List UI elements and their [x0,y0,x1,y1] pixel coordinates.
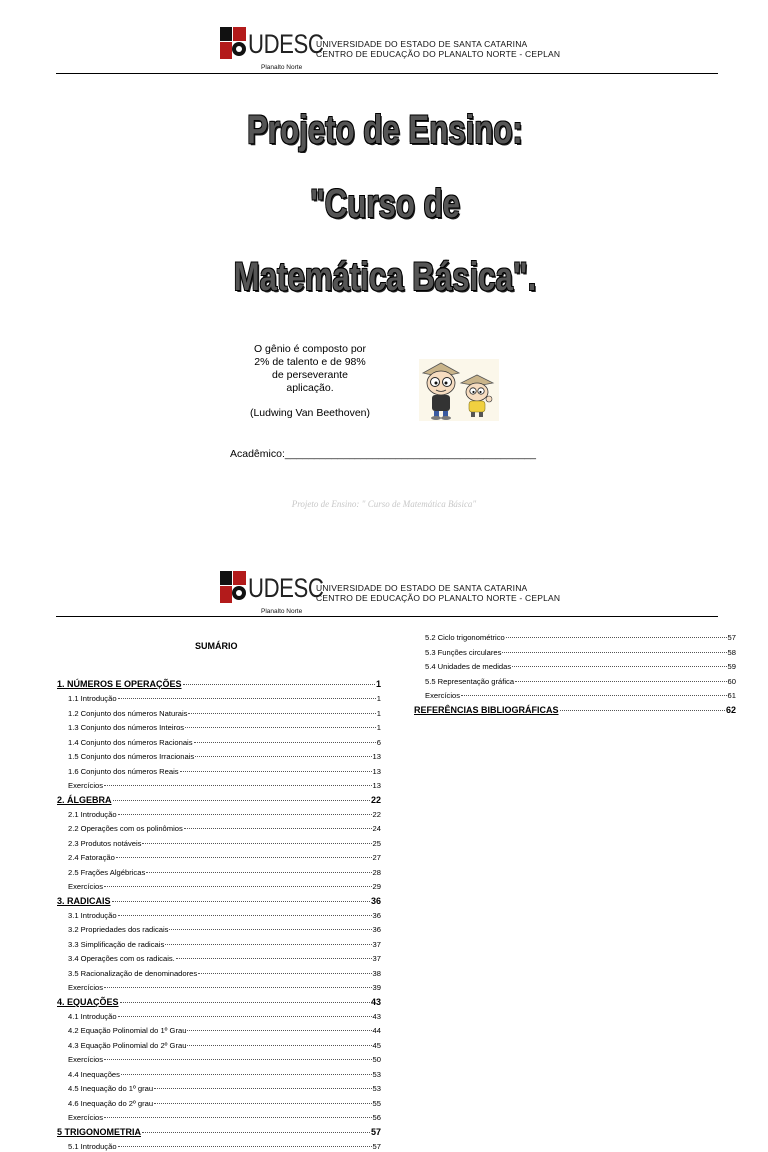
toc-entry-page: 37 [373,940,381,951]
toc-dot-leader [104,977,372,988]
toc-dot-leader [195,746,371,757]
toc-entry-label: 2.5 Frações Algébricas [68,868,145,879]
toc-entry-label: Exercícios [425,691,460,702]
toc-entry-label: 3.5 Racionalização de denominadores [68,969,197,980]
toc-entry-label: 1.3 Conjunto dos números Inteiros [68,723,184,734]
toc-dot-leader [121,1064,372,1075]
toc-dot-leader [502,642,726,653]
header-divider [56,616,718,617]
toc-entry-page: 44 [373,1026,381,1037]
toc-entry-page: 1 [377,694,381,705]
toc-entry-page: 57 [371,1127,381,1138]
toc-entry-page: 57 [728,633,736,644]
center-name: CENTRO DE EDUCAÇÃO DO PLANALTO NORTE - CEPLAN [316,593,560,603]
toc-entry-label: 1.2 Conjunto dos números Naturais [68,709,187,720]
toc-entry-page: 1 [376,679,381,690]
toc-entry-label: 3.2 Propriedades dos radicais [68,925,168,936]
toc-entry-label: 4.1 Introdução [68,1012,117,1023]
toc-entry-label: 1.4 Conjunto dos números Racionais [68,738,193,749]
toc-entry-label: Exercícios [68,882,103,893]
toc-entry-label: 2.2 Operações com os polinômios [68,824,183,835]
toc-dot-leader [116,847,372,858]
toc-entry-page: 59 [728,662,736,673]
quote-line: 2% de talento e de 98% [230,356,390,369]
toc-dot-leader [118,1006,372,1017]
toc-dot-leader [104,1107,372,1118]
toc-left-column [57,676,381,1152]
toc-entry-page: 36 [371,896,381,907]
toc-dot-leader [142,833,371,844]
toc-entry-label: 1.5 Conjunto dos números Irracionais [68,752,194,763]
toc-entry-page: 13 [373,767,381,778]
toc-entry-page: 53 [373,1084,381,1095]
toc-dot-leader [154,1093,371,1104]
toc-entry-label: 4.5 Inequação do 1º grau [68,1084,153,1095]
university-name: UNIVERSIDADE DO ESTADO DE SANTA CATARINA [316,39,527,49]
toc-dot-leader [560,700,725,711]
quote-line: aplicação. [230,382,390,395]
toc-entry-label: 2.4 Fatoração [68,853,115,864]
toc-dot-leader [118,1136,372,1147]
toc-dot-leader [154,1078,371,1089]
cartoon-students-illustration [419,359,499,421]
toc-entry-page: 6 [377,738,381,749]
toc-entry-label: Exercícios [68,781,103,792]
toc-entry-page: 1 [377,723,381,734]
toc-dot-leader [185,717,376,728]
toc-entry-label: 3. RADICAIS [57,896,111,907]
toc-entry-page: 13 [373,752,381,763]
toc-dot-leader [461,685,727,696]
toc-entry-page: 55 [373,1099,381,1110]
toc-entry-label: 5.3 Funções circulares [425,648,501,659]
toc-dot-leader [187,1020,371,1031]
toc-dot-leader [506,627,727,638]
toc-entry-page: 24 [373,824,381,835]
toc-entry-page: 22 [373,810,381,821]
udesc-logo-icon [220,571,246,603]
title-line-1: Projeto de Ensino: [210,110,561,150]
toc-dot-leader [180,761,372,772]
toc-dot-leader [146,862,371,873]
toc-dot-leader [118,804,372,815]
toc-dot-leader [512,656,726,667]
center-name: CENTRO DE EDUCAÇÃO DO PLANALTO NORTE - CEPLAN [316,49,560,59]
toc-entry-label: 2. ÁLGEBRA [57,795,112,806]
toc-entry-label: 5 TRIGONOMETRIA [57,1127,141,1138]
quote-line: O gênio é composto por [230,343,390,356]
toc-entry-page: 53 [373,1070,381,1081]
quote-author: (Ludwing Van Beethoven) [230,407,390,420]
toc-entry-label: 1. NÚMEROS E OPERAÇÕES [57,679,182,690]
toc-entry-page: 43 [371,997,381,1008]
toc-entry-page: 43 [373,1012,381,1023]
toc-entry-label: REFERÊNCIAS BIBLIOGRÁFICAS [414,705,559,716]
footer-watermark: Projeto de Ensino: " Curso de Matemática Básica" [0,499,768,509]
toc-entry-label: 5.1 Introdução [68,1142,117,1152]
toc-dot-leader [198,963,371,974]
quote-line: de perseverante [230,369,390,382]
toc-entry-label: 1.6 Conjunto dos números Reais [68,767,179,778]
toc-dot-leader [118,905,372,916]
toc-entry-label: 3.4 Operações com os radicais. [68,954,175,965]
page-header [0,27,768,77]
toc-entry-page: 62 [726,705,736,716]
brand-wordmark: UDESC [248,573,323,604]
toc-dot-leader [184,818,372,829]
student-name-field: Acadêmico:___________________________________________ [230,448,536,460]
toc-entry-label: 1.1 Introdução [68,694,117,705]
campus-name: Planalto Norte [261,64,302,71]
toc-entry-page: 1 [377,709,381,720]
toc-dot-leader [104,876,372,887]
university-name: UNIVERSIDADE DO ESTADO DE SANTA CATARINA [316,583,527,593]
toc-dot-leader [515,671,726,682]
toc-dot-leader [113,790,370,801]
toc-entry-page: 57 [373,1142,381,1152]
title-line-2: "Curso de [210,184,561,224]
toc-entry-page: 56 [373,1113,381,1124]
quote-block [230,343,390,420]
toc-dot-leader [165,934,371,945]
toc-entry-label: 4. EQUAÇÕES [57,997,119,1008]
toc-dot-leader [176,948,372,959]
toc-entry-page: 36 [373,911,381,922]
toc-dot-leader [187,1035,371,1046]
toc-dot-leader [120,992,370,1003]
toc-entry-page: 60 [728,677,736,688]
toc-entry-page: 50 [373,1055,381,1066]
toc-entry-label: 3.3 Simplificação de radicais [68,940,164,951]
toc-entry-page: 45 [373,1041,381,1052]
toc-entry-label: 2.1 Introdução [68,810,117,821]
toc-dot-leader [183,674,375,685]
toc-dot-leader [104,1049,372,1060]
toc-entry-label: 4.2 Equação Polinomial do 1º Grau [68,1026,186,1037]
toc-entry-label: 4.6 Inequação do 2º grau [68,1099,153,1110]
toc-entry-label: Exercícios [68,1055,103,1066]
toc-entry-page: 36 [373,925,381,936]
toc-entry-page: 28 [373,868,381,879]
page-header [0,571,768,621]
toc-entry-label: 4.4 Inequações [68,1070,120,1081]
toc-entry-label: 5.5 Representação gráfica [425,677,514,688]
toc-dot-leader [104,775,372,786]
toc-entry-page: 29 [373,882,381,893]
toc-entry-label: 4.3 Equação Polinomial do 2º Grau [68,1041,186,1052]
toc-dot-leader [142,1122,370,1133]
toc-entry-label: Exercícios [68,1113,103,1124]
toc-entry-page: 39 [373,983,381,994]
toc-entry-label: Exercícios [68,983,103,994]
toc-entry-label: 5.4 Unidades de medidas [425,662,511,673]
toc-entry-page: 22 [371,795,381,806]
toc-right-column [414,629,736,716]
campus-name: Planalto Norte [261,608,302,615]
header-divider [56,73,718,74]
toc-entry-label: 2.3 Produtos notáveis [68,839,141,850]
toc-entry[interactable] [57,1138,381,1152]
toc-entry-page: 27 [373,853,381,864]
toc-entry-page: 38 [373,969,381,980]
toc-title: SUMÁRIO [195,641,238,651]
toc-entry-label: 5.2 Ciclo trigonométrico [425,633,505,644]
toc-entry-label: 3.1 Introdução [68,911,117,922]
toc-entry-page: 25 [373,839,381,850]
toc-entry-page: 13 [373,781,381,792]
toc-dot-leader [112,891,370,902]
toc-section-entry[interactable] [414,702,736,716]
toc-dot-leader [194,732,376,743]
toc-dot-leader [118,688,376,699]
toc-dot-leader [169,919,371,930]
toc-entry-page: 61 [728,691,736,702]
toc-entry-page: 37 [373,954,381,965]
title-line-3: Matemática Básica". [210,257,561,297]
toc-entry-page: 58 [728,648,736,659]
toc-dot-leader [188,703,375,714]
udesc-logo-icon [220,27,246,59]
brand-wordmark: UDESC [248,29,323,60]
